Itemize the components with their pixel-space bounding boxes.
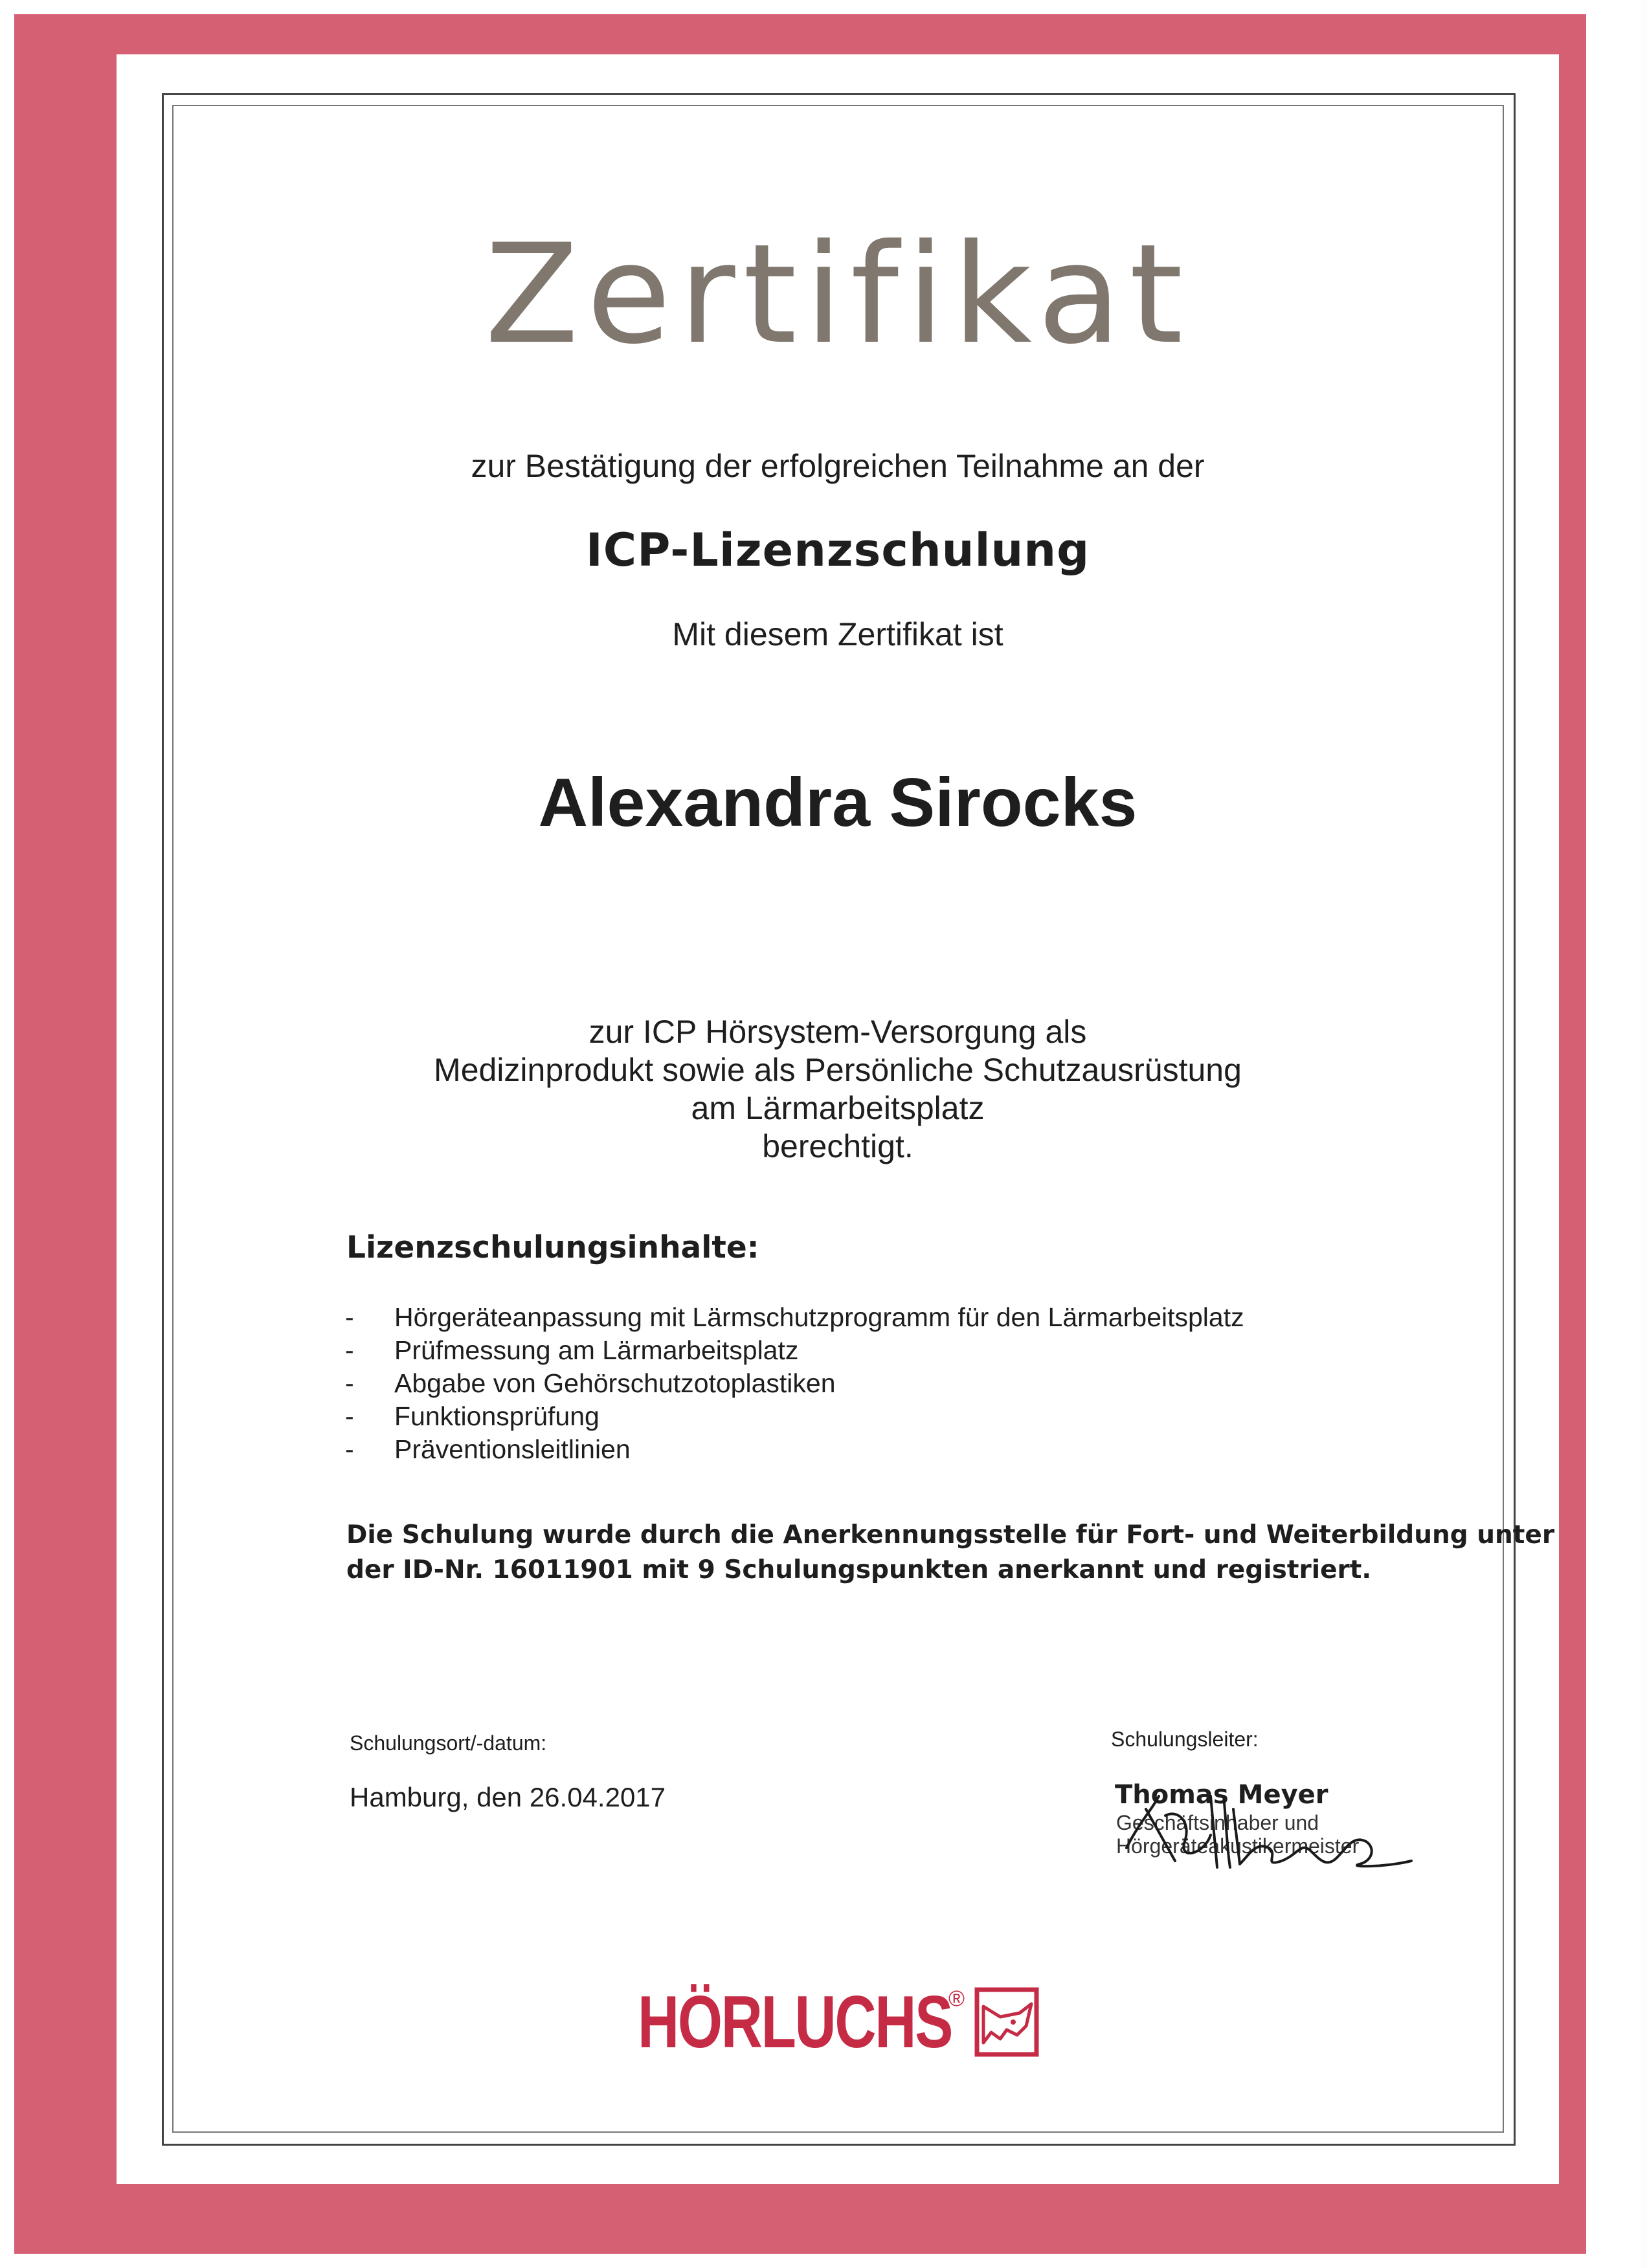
handwritten-signature [1114, 1770, 1418, 1887]
leader-role-line: Hörgeräteakustikermeister [1116, 1834, 1360, 1858]
qualification-text [117, 1013, 1559, 1166]
recognition-line: Die Schulung wurde durch die Anerkennungsstelle für Fort- und Weiterbildung unter [346, 1520, 1555, 1550]
certificate-title: Zertifikat [484, 214, 1191, 374]
qualification-line: berechtigt. [762, 1128, 913, 1164]
certificate-subtitle: zur Bestätigung der erfolgreichen Teilnahme an der [471, 448, 1205, 484]
place-date-value: Hamburg, den 26.04.2017 [350, 1782, 666, 1812]
list-item-text: Hörgeräteanpassung mit Lärmschutzprogramm für den Lärmarbeitsplatz [394, 1302, 1244, 1332]
contents-heading: Lizenzschulungsinhalte: [346, 1230, 759, 1265]
list-item-text: Funktionsprüfung [394, 1401, 599, 1431]
recognition-line: der ID-Nr. 16011901 mit 9 Schulungspunkten anerkannt und registriert. [346, 1555, 1372, 1584]
qualification-line: Medizinprodukt sowie als Persönliche Schutzausrüstung [434, 1052, 1242, 1088]
bullet-dash: - [345, 1434, 354, 1464]
bullet-dash: - [345, 1335, 354, 1365]
bullet-dash: - [345, 1401, 354, 1431]
recognition-statement [346, 1518, 1554, 1588]
brand-logo-text: HÖRLUCHS [638, 1981, 952, 2063]
bullet-dash: - [345, 1368, 354, 1398]
course-name: ICP-Lizenzschulung [585, 524, 1090, 577]
leader-name: Thomas Meyer [1115, 1780, 1328, 1810]
qualification-line: am Lärmarbeitsplatz [691, 1090, 985, 1126]
registered-mark: ® [948, 1986, 965, 2011]
leader-role-line: Geschäftsinhaber und [1116, 1811, 1319, 1834]
list-item-text: Prüfmessung am Lärmarbeitsplatz [394, 1335, 799, 1365]
bullet-dash: - [345, 1302, 354, 1332]
place-date-label: Schulungsort/-datum: [350, 1731, 547, 1755]
intro-text: Mit diesem Zertifikat ist [672, 616, 1003, 652]
list-item-text: Abgabe von Gehörschutzotoplastiken [394, 1368, 836, 1398]
scan-edge [1641, 0, 1647, 2268]
lynx-head-icon [974, 1987, 1039, 2057]
list-item-text: Präventionsleitlinien [394, 1434, 631, 1464]
leader-label: Schulungsleiter: [1111, 1728, 1259, 1751]
qualification-line: zur ICP Hörsystem-Versorgung als [588, 1014, 1087, 1050]
recipient-name: Alexandra Sirocks [538, 764, 1137, 841]
